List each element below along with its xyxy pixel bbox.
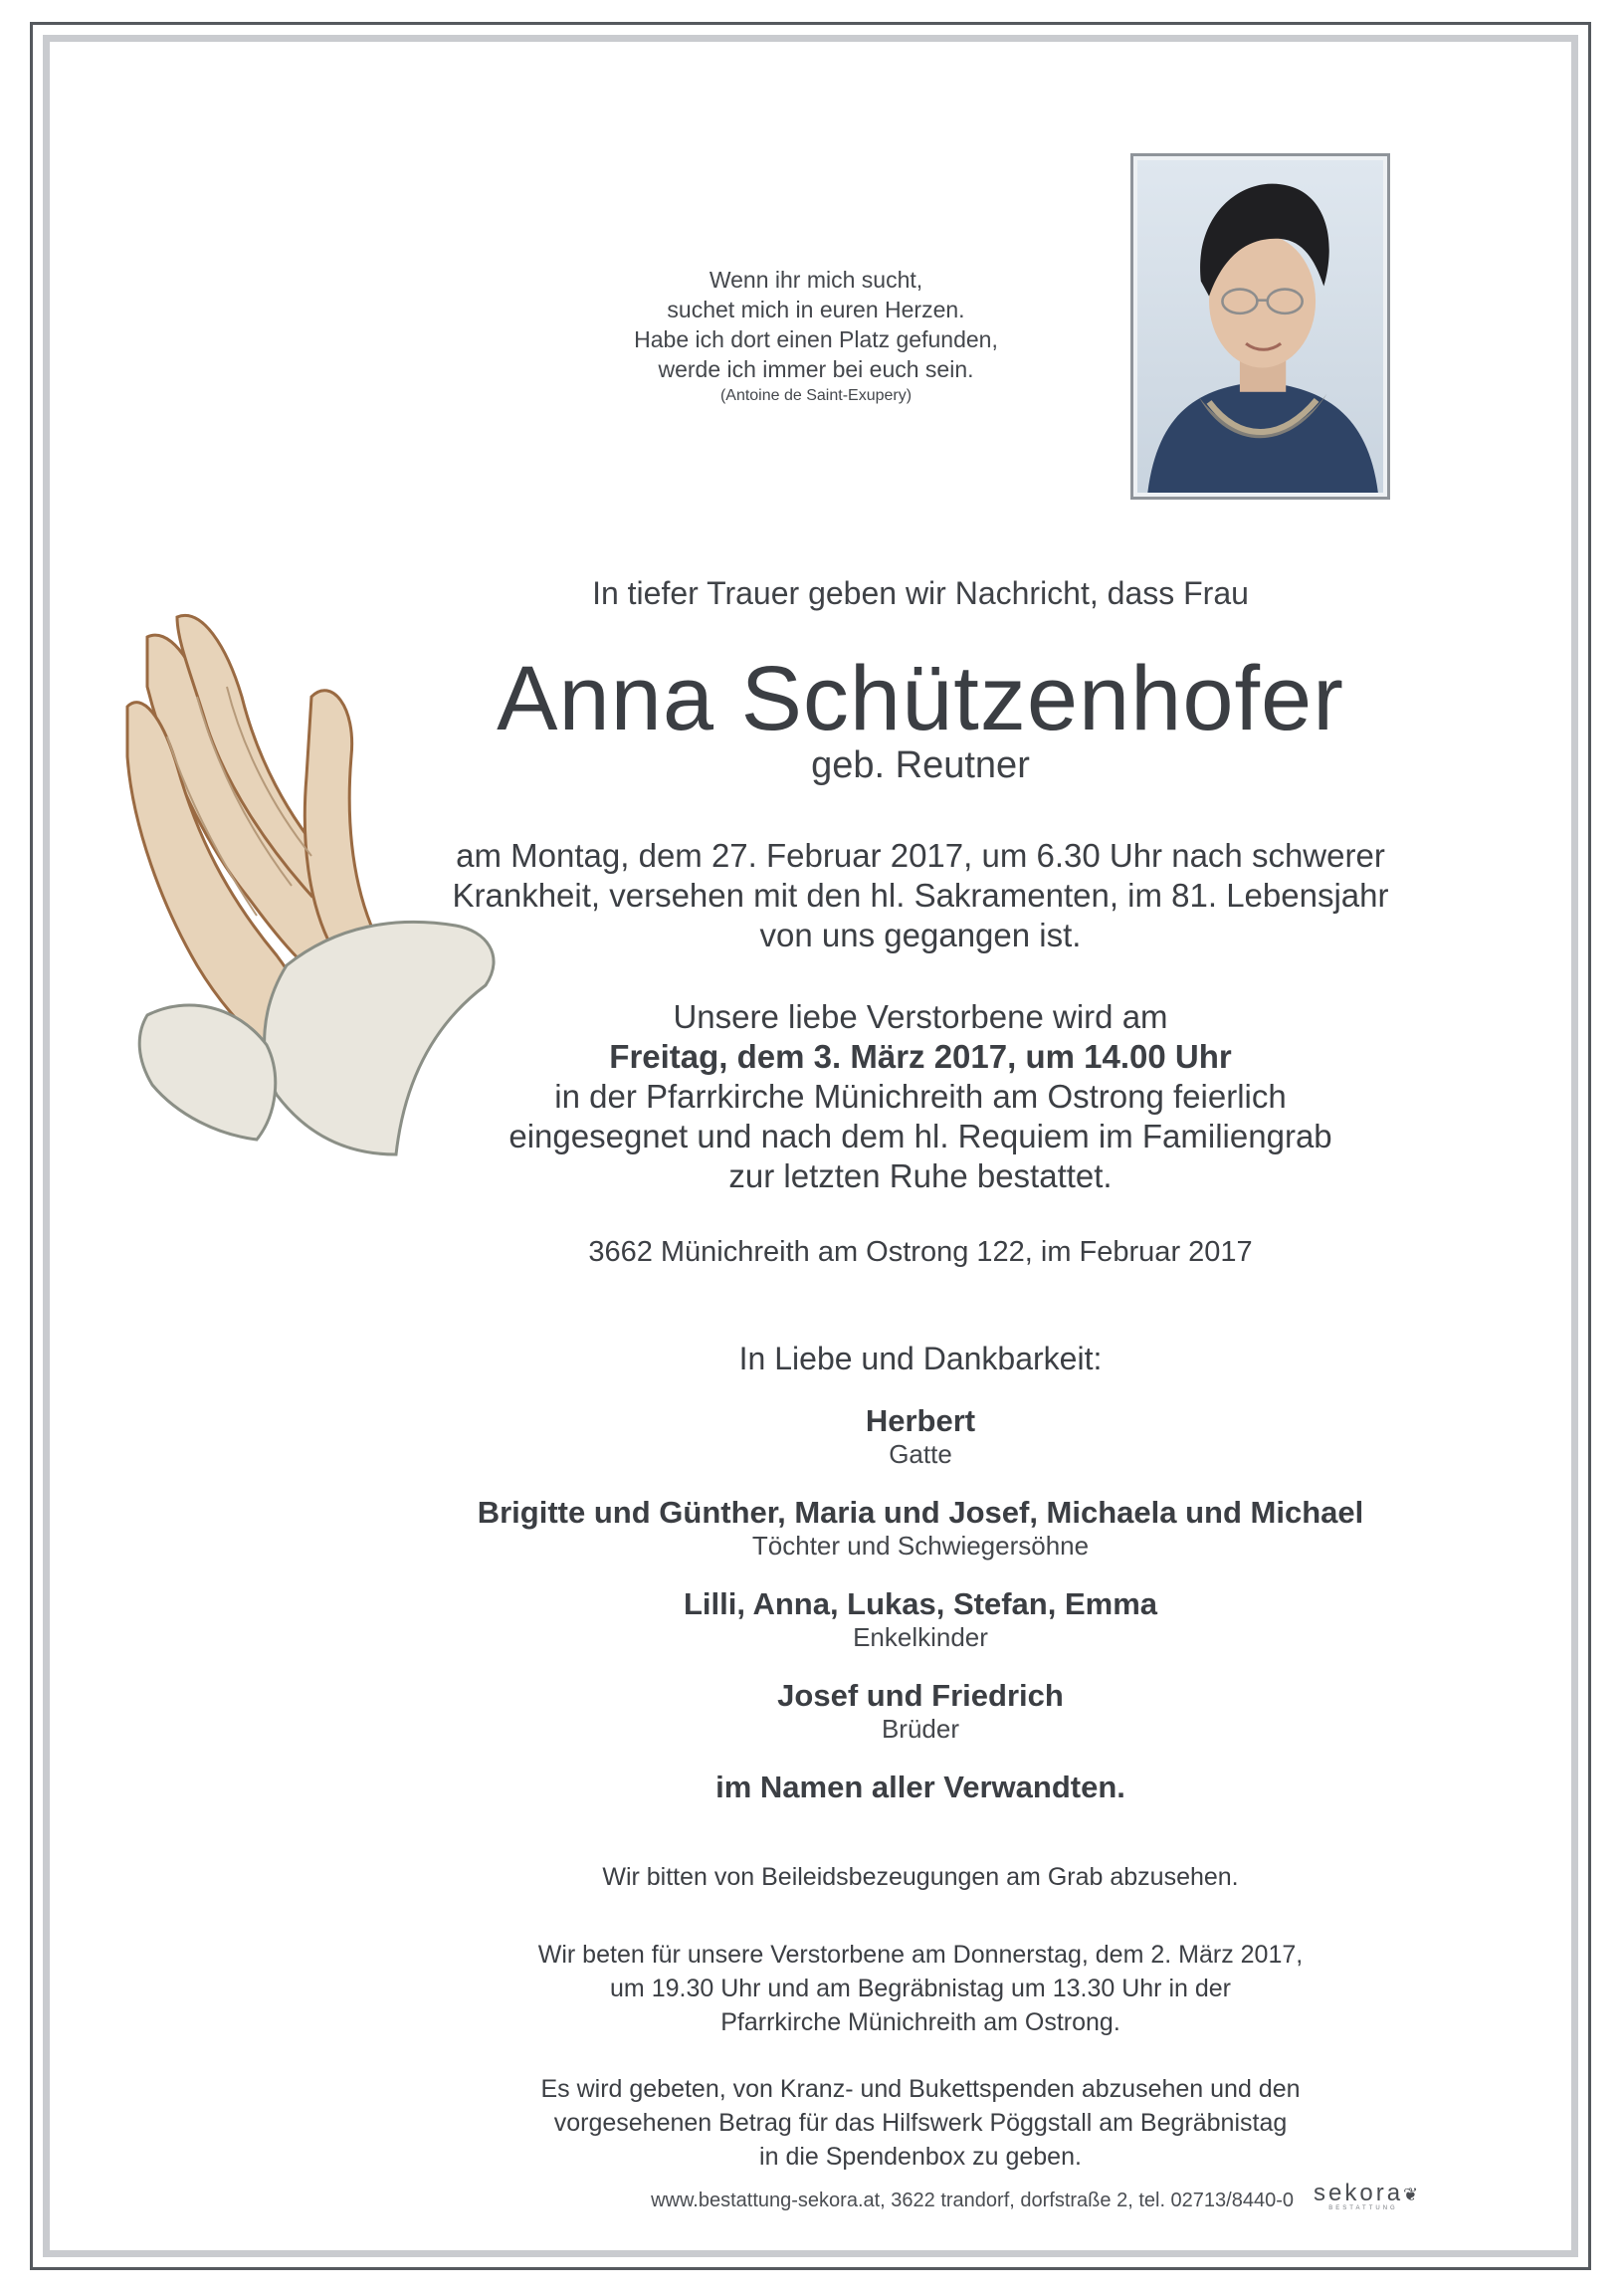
mourner-names: Josef und Friedrich: [777, 1678, 1064, 1713]
death-paragraph: [428, 836, 1413, 955]
donation-note: [428, 2072, 1413, 2174]
footer-contact: www.bestattung-sekora.at, 3622 trandorf, dorfstraße 2, tel. 02713/8440-0: [651, 2190, 1294, 2211]
death-line: Krankheit, versehen mit den hl. Sakramenten, im 81. Lebensjahr: [452, 877, 1389, 914]
death-line: am Montag, dem 27. Februar 2017, um 6.30 Uhr nach schwerer: [456, 837, 1385, 874]
donation-line: in die Spendenbox zu geben.: [759, 2143, 1082, 2171]
mourner-names: Herbert: [865, 1403, 976, 1438]
death-line: von uns gegangen ist.: [759, 917, 1082, 953]
quote-line: Wenn ihr mich sucht,: [709, 267, 923, 293]
mourner-relation: Brüder: [881, 1714, 960, 1744]
thanks-heading: In Liebe und Dankbarkeit:: [738, 1341, 1103, 1376]
prayer-line: Wir beten für unsere Verstorbene am Donnerstag, dem 2. März 2017,: [537, 1941, 1304, 1969]
funeral-paragraph: [428, 997, 1413, 1196]
deceased-name: Anna Schützenhofer: [497, 648, 1344, 749]
maiden-name: geb. Reutner: [811, 744, 1030, 786]
quote-source: (Antoine de Saint-Exupery): [719, 387, 913, 404]
mourner-relation: Töchter und Schwiegersöhne: [751, 1531, 1090, 1561]
quote-line: Habe ich dort einen Platz gefunden,: [634, 326, 998, 352]
mourner-names: Lilli, Anna, Lukas, Stefan, Emma: [683, 1586, 1158, 1621]
condolence-note: Wir bitten von Beileidsbezeugungen am Grab abzusehen.: [602, 1863, 1239, 1891]
logo-word: sekora: [1314, 2180, 1404, 2206]
funeral-line: in der Pfarrkirche Münichreith am Ostrong feierlich: [554, 1078, 1287, 1115]
quote-block: [557, 265, 1075, 408]
funeral-date: Freitag, dem 3. März 2017, um 14.00 Uhr: [609, 1038, 1232, 1075]
intro-text: In tiefer Trauer geben wir Nachricht, dass Frau: [592, 575, 1249, 611]
funeral-line: Unsere liebe Verstorbene wird am: [673, 998, 1168, 1035]
all-relatives: im Namen aller Verwandten.: [715, 1770, 1125, 1804]
mourner-relation: Gatte: [889, 1439, 952, 1469]
donation-line: vorgesehenen Betrag für das Hilfswerk Pöggstall am Begräbnistag: [553, 2109, 1288, 2137]
prayer-line: um 19.30 Uhr und am Begräbnistag um 13.30 Uhr in der: [610, 1975, 1231, 2002]
quote-line: werde ich immer bei euch sein.: [658, 356, 974, 382]
mourners-list: [418, 1403, 1423, 1805]
quote-line: suchet mich in euren Herzen.: [667, 297, 965, 322]
sekora-logo: [1314, 2180, 1419, 2219]
prayer-line: Pfarrkirche Münichreith am Ostrong.: [720, 2008, 1120, 2036]
funeral-line: eingesegnet und nach dem hl. Requiem im Familiengrab: [508, 1118, 1332, 1154]
funeral-line: zur letzten Ruhe bestattet.: [728, 1157, 1113, 1194]
place-date: 3662 Münichreith am Ostrong 122, im Februar 2017: [588, 1236, 1253, 1268]
donation-line: Es wird gebeten, von Kranz- und Bukettspenden abzusehen und den: [540, 2075, 1301, 2103]
leaf-icon: ❦: [1403, 2185, 1419, 2204]
mourner-names: Brigitte und Günther, Maria und Josef, Michaela und Michael: [477, 1495, 1364, 1530]
logo-subtitle: BESTATTUNG: [1328, 2205, 1398, 2211]
mourner-relation: Enkelkinder: [853, 1622, 988, 1652]
prayer-note: [428, 1938, 1413, 2039]
portrait-photo: [1130, 153, 1390, 500]
